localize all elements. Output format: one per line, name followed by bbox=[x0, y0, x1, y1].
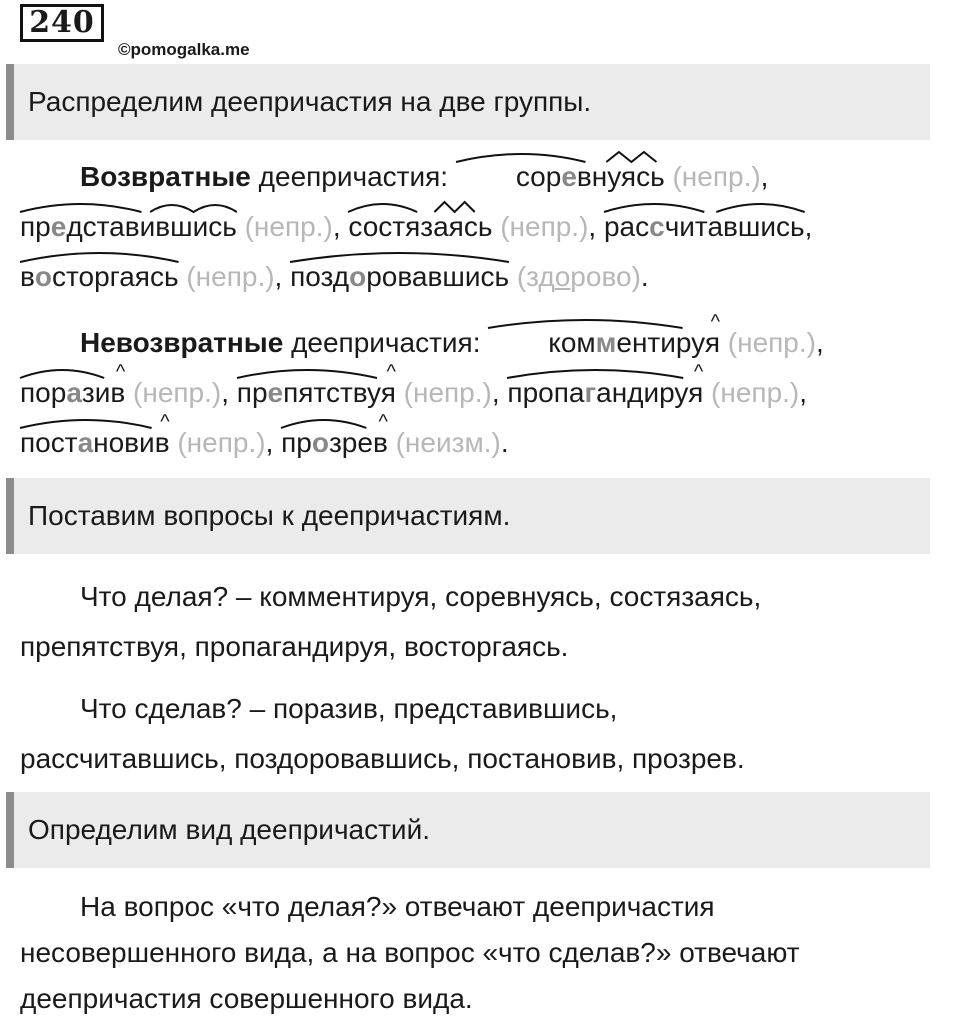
reflexive-label: Возвратные bbox=[80, 161, 251, 192]
section-heading-distribute bbox=[6, 64, 930, 140]
reflexive-paragraph bbox=[20, 152, 940, 302]
reflexive-line-2: представившись (непр.), состязаясь (непр.), рассчитавшись, bbox=[20, 202, 940, 252]
exercise-number: 240 bbox=[20, 4, 104, 42]
section-heading-questions bbox=[6, 478, 930, 554]
note: (непр.) bbox=[133, 377, 222, 408]
note: (непр.) bbox=[500, 211, 589, 242]
word-predstavivshis: представившись bbox=[20, 202, 237, 252]
intro-text: деепричастия: bbox=[283, 327, 489, 358]
nonreflexive-label: Невозвратные bbox=[80, 327, 284, 358]
aspect-paragraph bbox=[20, 884, 940, 1022]
aspect-line-2: несовершенного вида, а на вопрос «что сделав?» отвечают bbox=[20, 937, 800, 968]
word-vostorgayas: восторгаясь bbox=[20, 252, 179, 302]
perfective-line-2: рассчитавшись, поздоровавшись, постановив, прозрев. bbox=[20, 743, 745, 774]
note: (непр.) bbox=[672, 161, 761, 192]
section-heading-text: Распределим деепричастия на две группы. bbox=[28, 86, 592, 117]
nonreflexive-line-2: ^ поразив (непр.), ^ препятствуя (непр.), ^ пропагандируя (непр.), bbox=[20, 368, 940, 418]
word-poraziv: ^ поразив bbox=[20, 361, 126, 408]
note: (непр.) bbox=[711, 377, 800, 408]
nonreflexive-paragraph bbox=[20, 311, 940, 468]
note: (непр.) bbox=[186, 261, 275, 292]
word-sostyazayas: состязаясь bbox=[348, 202, 492, 252]
note: (непр.) bbox=[177, 427, 266, 458]
section-heading-text: Определим вид деепричастий. bbox=[28, 814, 430, 845]
word-prozrev: ^ прозрев bbox=[281, 411, 388, 458]
site-watermark: ©pomogalka.me bbox=[118, 40, 250, 59]
word-sorevnuyas: соревнуясь bbox=[456, 152, 665, 202]
note-zdorovo: (здорово) bbox=[516, 261, 641, 292]
note: (непр.) bbox=[403, 377, 492, 408]
imperfective-line-1: Что делая? – комментируя, соревнуясь, состязаясь, bbox=[80, 581, 762, 612]
word-prepyatstvuya: ^ препятствуя bbox=[236, 361, 396, 408]
word-kommentiruya: ^ комментируя bbox=[488, 318, 720, 368]
word-propagandiruya: ^ пропагандируя bbox=[507, 361, 704, 408]
word-rasschitavshis: рассчитавшись bbox=[604, 202, 805, 252]
aspect-line-3: деепричастия совершенного вида. bbox=[20, 983, 473, 1014]
word-pozdorovavshis: поздоровавшись bbox=[290, 252, 509, 302]
nonreflexive-line-1: Невозвратные деепричастия: ^ комментируя (непр.), bbox=[20, 318, 940, 368]
word-postanoviv: ^ постановив bbox=[20, 411, 170, 458]
nonreflexive-line-3: ^ постановив (непр.), ^ прозрев (неизм.). bbox=[20, 418, 940, 468]
imperfective-line-2: препятствуя, пропагандируя, восторгаясь. bbox=[20, 631, 569, 662]
reflexive-line-3: восторгаясь (непр.), поздоровавшись (здорово). bbox=[20, 252, 940, 302]
aspect-line-1: На вопрос «что делая?» отвечают деепричастия bbox=[80, 891, 715, 922]
section-heading-aspect bbox=[6, 792, 930, 868]
reflexive-line-1: Возвратные деепричастия: соревнуясь (непр.), bbox=[20, 152, 940, 202]
note: (непр.) bbox=[244, 211, 333, 242]
perfective-paragraph bbox=[20, 684, 940, 784]
intro-text: деепричастия: bbox=[250, 161, 456, 192]
section-heading-text: Поставим вопросы к деепричастиям. bbox=[28, 500, 511, 531]
note: (непр.) bbox=[727, 327, 816, 358]
imperfective-paragraph bbox=[20, 572, 940, 672]
note: (неизм.) bbox=[395, 427, 501, 458]
perfective-line-1: Что сделав? – поразив, представившись, bbox=[80, 693, 618, 724]
